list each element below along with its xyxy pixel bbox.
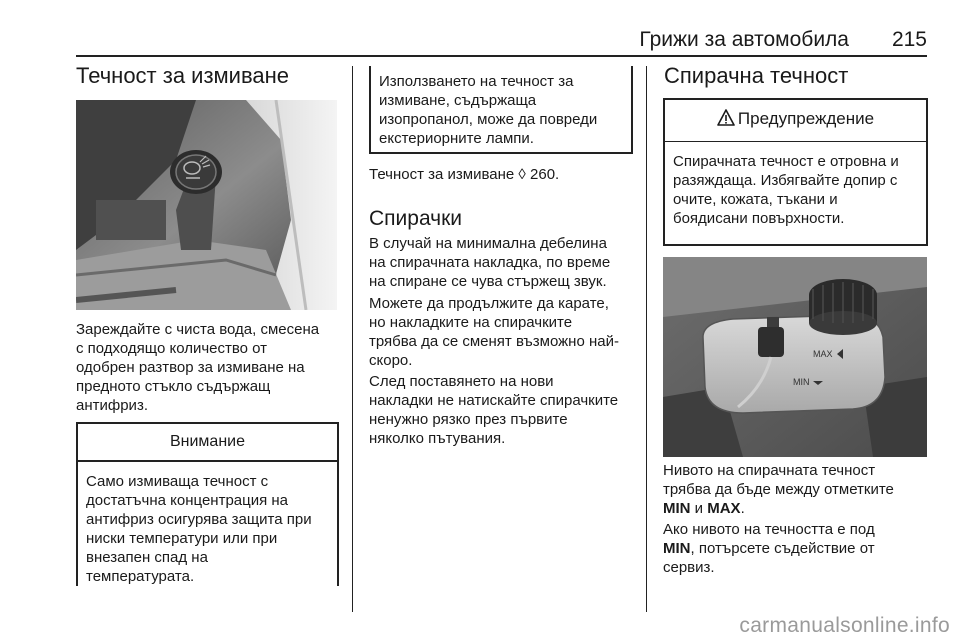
brakes-para-1: [369, 234, 644, 291]
text-line: няколко пътувания.: [369, 430, 506, 447]
brake-fluid-reservoir-photo: [663, 257, 927, 457]
page-number: 215: [891, 28, 927, 51]
washer-reservoir-illustration: [76, 100, 337, 310]
text-line: В случай на минимална дебелина: [369, 235, 607, 252]
warning-box: [663, 98, 928, 246]
text-line: разяждаща. Избягвайте допир с: [673, 172, 898, 189]
washer-fluid-text: [76, 320, 346, 415]
text-line: достатъчна концентрация на: [86, 492, 289, 509]
text-line: внезапен спад на: [86, 549, 208, 566]
text-line: [663, 539, 938, 558]
text-line: Зареждайте с чиста вода, смесена: [76, 321, 320, 338]
text-line: на спирачната накладка, по време: [369, 254, 611, 271]
warning-title: Предупреждение: [737, 109, 875, 128]
brakes-para-2: [369, 294, 644, 370]
text-line: екстериорните лампи.: [379, 130, 534, 147]
caution-text: [78, 462, 337, 590]
text-fragment: , потърсете съдействие от: [690, 540, 875, 557]
caution-title: Внимание: [78, 424, 337, 462]
isopropanol-caution-box: [369, 66, 633, 154]
brake-fluid-heading: Спирачна течност: [664, 63, 849, 88]
brake-fluid-service-text: [663, 520, 938, 577]
reference-text: Течност за измиване: [369, 166, 515, 183]
text-line: предното стъкло съдържащ: [76, 378, 271, 395]
text-line: трябва да бъде между отметките: [663, 481, 894, 498]
washer-fluid-reference: [369, 165, 559, 184]
text-line: скоро.: [369, 352, 413, 369]
text-line: сервиз.: [663, 559, 715, 576]
washer-reservoir-photo: [76, 100, 337, 310]
text-line: Ако нивото на течността е под: [663, 521, 875, 538]
conjunction: и: [690, 500, 708, 517]
text-line: измиване, съдържаща: [379, 92, 537, 109]
text-line: Можете да продължите да карате,: [369, 295, 609, 312]
text-line: Използването на течност за: [379, 73, 574, 90]
isopropanol-caution-text: [371, 66, 631, 152]
warning-title-row: [665, 100, 926, 142]
column-divider-2: [646, 66, 647, 612]
text-line: температурата.: [86, 568, 195, 585]
text-line: но накладките на спирачките: [369, 314, 573, 331]
washer-fluid-heading: Течност за измиване: [76, 63, 290, 88]
text-line: очите, кожата, тъкани и: [673, 191, 838, 208]
text-line: трябва да се сменят възможно най-: [369, 333, 619, 350]
brakes-heading: Спирачки: [369, 207, 463, 230]
text-line: Само измиваща течност с: [86, 473, 269, 490]
text-line: След поставянето на нови: [369, 373, 554, 390]
brake-fluid-reservoir-illustration: [663, 257, 927, 457]
brake-fluid-level-text: [663, 461, 938, 518]
text-line: антифриз.: [76, 397, 148, 414]
min-label: MIN: [663, 500, 691, 517]
text-line: накладки не натискайте спирачките: [369, 392, 619, 409]
brakes-para-3: [369, 372, 644, 448]
min-label: MIN: [663, 540, 691, 557]
max-mark-label: MAX: [813, 349, 833, 359]
text-line: с подходящо количество от: [76, 340, 268, 357]
text-line: боядисани повърхности.: [673, 210, 845, 227]
running-header: [76, 26, 927, 58]
min-mark-label: MIN: [793, 377, 810, 387]
text-line: антифриз осигурява защита при: [86, 511, 312, 528]
watermark: carmanualsonline.info: [739, 614, 950, 637]
section-title: Грижи за автомобила: [639, 28, 849, 51]
text-line: [663, 499, 938, 518]
header-rule: [76, 55, 927, 57]
caution-box: [76, 422, 339, 586]
period: .: [740, 500, 745, 517]
text-line: одобрен разтвор за измиване на: [76, 359, 305, 376]
column-divider-1: [352, 66, 353, 612]
text-line: ненужно рязко през първите: [369, 411, 568, 428]
reference-page[interactable]: 260.: [530, 166, 560, 183]
warning-text: [665, 142, 926, 232]
warning-triangle-icon: [717, 109, 735, 132]
text-line: изопропанол, може да повреди: [379, 111, 598, 128]
text-line: Нивото на спирачната течност: [663, 462, 876, 479]
text-line: ниски температури или при: [86, 530, 278, 547]
text-line: Спирачната течност е отровна и: [673, 153, 899, 170]
max-label: MAX: [707, 500, 741, 517]
page-reference-icon: ◊: [518, 166, 526, 183]
text-line: на спиране се чува стържещ звук.: [369, 273, 607, 290]
